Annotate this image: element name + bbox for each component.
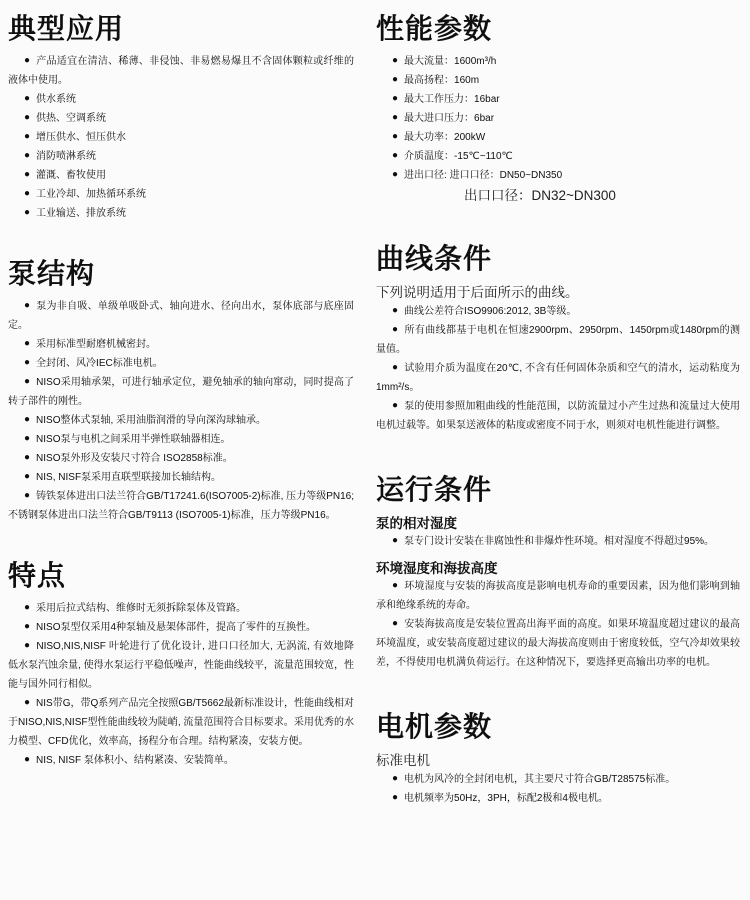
bullet-icon: ● xyxy=(24,188,31,200)
bullet-item xyxy=(8,354,354,373)
bullet-icon: ● xyxy=(392,169,399,181)
bullet-text: 工业输送、排放系统 xyxy=(36,208,127,220)
section-title-typical-applications: 典型应用 xyxy=(8,13,125,44)
bullet-text: 最大进口压力：6bar xyxy=(404,113,495,125)
bullet-item xyxy=(8,430,354,449)
bullet-icon: ● xyxy=(24,207,31,219)
section-typical-applications xyxy=(8,12,360,224)
paragraph: 下列说明适用于后面所示的曲线。 xyxy=(376,285,579,301)
section-title-performance-parameters: 性能参数 xyxy=(376,13,493,44)
bullet-text: NISO泵与电机之间采用半弹性联轴器相连。 xyxy=(36,434,231,446)
bullet-item xyxy=(8,468,354,487)
bullet-icon: ● xyxy=(392,792,399,804)
section-pump-structure xyxy=(8,257,360,526)
bullet-item xyxy=(376,397,740,435)
bullet-text: 试验用介质为温度在20℃, 不含有任何固体杂质和空气的清水，运动粘度为1mm²/s。 xyxy=(376,363,740,394)
bullet-item xyxy=(8,751,354,770)
bullet-text: NIS, NISF 泵体积小、结构紧凑、安装简单。 xyxy=(36,755,234,767)
bullet-icon: ● xyxy=(24,471,31,483)
bullet-item xyxy=(376,109,740,128)
bullet-text: 泵的使用参照加粗曲线的性能范围，以防流量过小产生过热和流量过大使用电机过载等。如果泵送液体的粘度或密度不同于水，则须对电机性能进行调整。 xyxy=(376,401,741,432)
bullet-icon: ● xyxy=(24,112,31,124)
bullet-item xyxy=(8,599,354,618)
section-performance-parameters xyxy=(376,12,746,205)
bullet-icon: ● xyxy=(24,602,31,614)
bullet-icon: ● xyxy=(392,112,399,124)
section-motor-parameters xyxy=(376,710,746,809)
section-title-operating-conditions: 运行条件 xyxy=(376,474,493,506)
bullet-icon: ● xyxy=(24,131,31,143)
bullet-text: 增压供水、恒压供水 xyxy=(36,132,127,144)
bullet-text: NISO泵型仅采用4种泵轴及悬架体部件，提高了零件的互换性。 xyxy=(36,622,317,634)
bullet-text: 最大工作压力：16bar xyxy=(404,94,500,106)
section-operating-conditions xyxy=(376,473,746,673)
bullet-icon: ● xyxy=(392,131,399,143)
bullet-text: NISO泵外形及安装尺寸符合 ISO2858标准。 xyxy=(36,453,233,465)
bullet-text: 采用标准型耐磨机械密封。 xyxy=(36,339,157,351)
bullet-item xyxy=(8,204,354,223)
bullet-item xyxy=(376,359,740,397)
bullet-item xyxy=(376,532,740,551)
bullet-item xyxy=(376,302,740,321)
bullet-icon: ● xyxy=(24,300,31,312)
bullet-item xyxy=(8,449,354,468)
bullet-icon: ● xyxy=(392,93,399,105)
bullet-item xyxy=(376,770,740,789)
bullet-item xyxy=(8,147,354,166)
paragraph: 标准电机 xyxy=(376,753,430,769)
bullet-text: 灌溉、畜牧使用 xyxy=(36,170,107,182)
bullet-item xyxy=(376,90,740,109)
section-curve-conditions xyxy=(376,242,746,436)
bullet-text: 产品适宜在清洁、稀薄、非侵蚀、非易燃易爆且不含固体颗粒或纤维的液体中使用。 xyxy=(8,56,354,87)
bullet-icon: ● xyxy=(24,640,31,652)
bullet-item xyxy=(376,321,740,359)
bullet-item xyxy=(376,789,740,808)
bullet-item xyxy=(8,618,354,637)
bullet-icon: ● xyxy=(392,400,399,412)
bullet-icon: ● xyxy=(24,150,31,162)
bullet-icon: ● xyxy=(24,697,31,709)
bullet-icon: ● xyxy=(24,414,31,426)
bullet-item xyxy=(376,615,740,672)
bullet-text: 消防喷淋系统 xyxy=(36,151,97,163)
sub-heading: 泵的相对湿度 xyxy=(376,516,457,532)
bullet-text: NISO,NIS,NISF 叶轮进行了优化设计, 进口口径加大, 无涡流, 有效地降低水泵汽蚀余量, 使得水泵运行平稳低噪声，性能曲线较平，流量范围较宽，性能与国外同行相似。 xyxy=(8,641,354,691)
bullet-icon: ● xyxy=(392,773,399,785)
bullet-text: 进出口径: 进口口径：DN50~DN350 xyxy=(404,170,563,182)
bullet-text: 电机频率为50Hz，3PH，标配2极和4极电机。 xyxy=(404,793,608,805)
bullet-text: 工业冷却、加热循环系统 xyxy=(36,189,147,201)
bullet-text: 供热、空调系统 xyxy=(36,113,107,125)
sub-heading: 环境湿度和海拔高度 xyxy=(376,561,498,577)
bullet-text: 铸铁泵体进出口法兰符合GB/T17241.6(ISO7005-2)标准, 压力等级PN16; 不锈钢泵体进出口法兰符合GB/T9113 (ISO7005-1)标准，压力等级PN16。 xyxy=(8,491,354,522)
bullet-icon: ● xyxy=(24,452,31,464)
bullet-icon: ● xyxy=(24,169,31,181)
bullet-item xyxy=(376,71,740,90)
bullet-icon: ● xyxy=(24,376,31,388)
bullet-item xyxy=(8,487,354,525)
paragraph: 出口口径：DN32~DN300 xyxy=(464,188,616,204)
bullet-icon: ● xyxy=(392,305,399,317)
bullet-item xyxy=(376,52,740,71)
bullet-text: 所有曲线都基于电机在恒速2900rpm、2950rpm、1450rpm或1480rpm的测量值。 xyxy=(376,325,741,356)
bullet-text: 最大功率：200kW xyxy=(404,132,486,144)
bullet-item xyxy=(376,128,740,147)
left-column xyxy=(8,12,360,900)
bullet-item xyxy=(8,90,354,109)
bullet-item xyxy=(8,128,354,147)
bullet-text: 最大流量：1600m³/h xyxy=(404,56,497,68)
right-column xyxy=(376,12,746,900)
bullet-item xyxy=(8,109,354,128)
bullet-icon: ● xyxy=(392,535,399,547)
section-title-pump-structure: 泵结构 xyxy=(8,258,96,290)
bullet-text: 电机为风冷的全封闭电机，其主要尺寸符合GB/T28575标准。 xyxy=(404,774,676,786)
bullet-icon: ● xyxy=(24,93,31,105)
bullet-icon: ● xyxy=(24,621,31,633)
bullet-item xyxy=(8,373,354,411)
bullet-icon: ● xyxy=(24,433,31,445)
bullet-item xyxy=(8,335,354,354)
section-title-features: 特点 xyxy=(8,560,67,592)
bullet-text: 泵为非自吸、单级单吸卧式、轴向进水、径向出水，泵体底部与底座固定。 xyxy=(8,301,354,332)
bullet-icon: ● xyxy=(24,754,31,766)
section-title-motor-parameters: 电机参数 xyxy=(376,711,493,743)
bullet-item xyxy=(376,166,740,185)
bullet-icon: ● xyxy=(392,324,399,336)
bullet-text: 曲线公差符合ISO9906:2012, 3B等级。 xyxy=(404,306,577,318)
bullet-text: 环境湿度与安装的海拔高度是影响电机寿命的重要因素，因为他们影响到轴承和绝缘系统的寿命。 xyxy=(376,581,741,612)
bullet-item xyxy=(8,166,354,185)
section-features xyxy=(8,559,360,771)
bullet-text: 采用后拉式结构、维修时无须拆除泵体及管路。 xyxy=(36,603,247,615)
bullet-icon: ● xyxy=(392,74,399,86)
bullet-text: 介质温度：-15℃~110℃ xyxy=(404,151,513,163)
bullet-item xyxy=(8,297,354,335)
bullet-icon: ● xyxy=(24,55,31,67)
bullet-text: NIS, NISF泵采用直联型联接加长轴结构。 xyxy=(36,472,222,484)
bullet-text: NISO采用轴承架，可进行轴承定位，避免轴承的轴向窜动，同时提高了转子部件的刚性。 xyxy=(8,377,355,408)
bullet-item xyxy=(8,52,354,90)
bullet-icon: ● xyxy=(392,150,399,162)
bullet-item xyxy=(376,577,740,615)
bullet-icon: ● xyxy=(392,362,399,374)
bullet-text: 泵专门设计安装在非腐蚀性和非爆炸性环境。相对湿度不得超过95%。 xyxy=(404,536,715,548)
bullet-icon: ● xyxy=(24,338,31,350)
bullet-text: 全封闭、风冷IEC标准电机。 xyxy=(36,358,163,370)
section-title-curve-conditions: 曲线条件 xyxy=(376,243,493,275)
bullet-text: 安装海拔高度是安装位置高出海平面的高度。如果环境温度超过建议的最高环境温度，或安装高度超过建议的最大海拔高度则由于密度较低，空气冷却效果较差，不得使用电机满负荷运行。在这种情况下，要选择更高输出功率的电机。 xyxy=(376,619,741,669)
bullet-item xyxy=(376,147,740,166)
bullet-icon: ● xyxy=(24,357,31,369)
bullet-text: 供水系统 xyxy=(36,94,77,106)
bullet-icon: ● xyxy=(392,580,399,592)
bullet-icon: ● xyxy=(392,618,399,630)
bullet-text: NISO整体式泵轴, 采用油脂润滑的导向深沟球轴承。 xyxy=(36,415,267,427)
bullet-item xyxy=(8,185,354,204)
bullet-item xyxy=(8,411,354,430)
bullet-item xyxy=(8,694,354,751)
bullet-icon: ● xyxy=(392,55,399,67)
bullet-item xyxy=(8,637,354,694)
bullet-text: 最高扬程：160m xyxy=(404,75,480,87)
bullet-icon: ● xyxy=(24,490,31,502)
bullet-text: NIS带G，带Q系列产品完全按照GB/T5662最新标准设计，性能曲线相对于NISO,NIS,NISF型性能曲线较为陡峭, 流量范围符合目标要求。采用优秀的水力模型、CFD优化，效率高，扬程分布合理。结构紧凑，安装方便。 xyxy=(8,698,354,748)
